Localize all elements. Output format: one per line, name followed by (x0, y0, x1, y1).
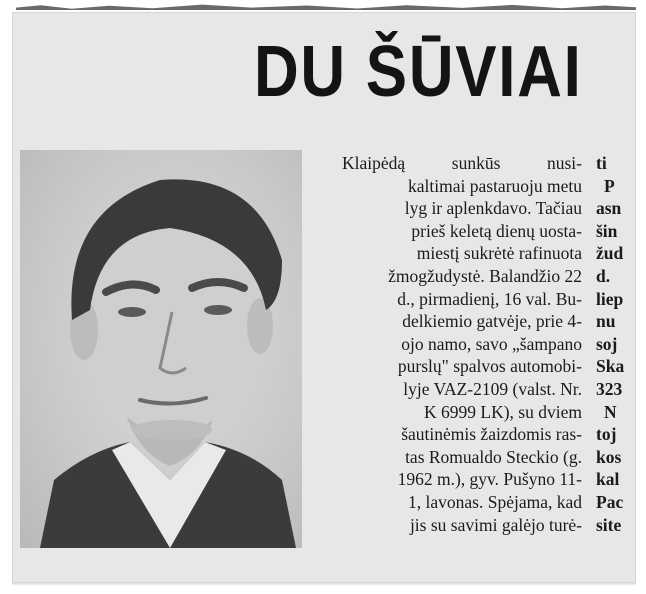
headline-word-2: ŠŪVIAI (365, 32, 583, 112)
article-line: kos (596, 446, 622, 467)
article-line: žmogžudystė. Balandžio 22 (388, 265, 582, 286)
headline (254, 32, 583, 112)
article-line: site (596, 514, 622, 535)
article-line: miestį sukrėtė rafinuota (416, 243, 582, 264)
article-line: P (604, 175, 615, 196)
article-line: 1962 m.), gyv. Pušyno 11- (397, 469, 582, 490)
article-line: 1, lavonas. Spėjama, kad (408, 491, 582, 512)
article-line: žud (596, 243, 624, 264)
article-line: kal (596, 469, 620, 490)
article-line: prieš keletą dienų uosta- (411, 220, 582, 241)
article-line: K 6999 LK), su dviem (424, 401, 582, 422)
article-line: soj (596, 333, 618, 354)
article-column-2 (596, 152, 646, 536)
clipping-shadow (12, 582, 636, 586)
article-line: asn (596, 198, 622, 219)
article-line: liep (596, 288, 624, 309)
article-line: 323 (596, 378, 623, 399)
article-column-1 (312, 152, 582, 536)
article-line: purslų" spalvos automobi- (397, 356, 582, 377)
article-line: ojo namo, savo „šampano (401, 333, 582, 354)
article-line: toj (596, 424, 617, 445)
article-line: delkiemio gatvėje, prie 4- (402, 311, 582, 332)
portrait-image (20, 150, 302, 548)
article-line: šin (596, 220, 618, 241)
article-line: Klaipėdą sunkūs nusi- (342, 153, 582, 173)
article-line: šautinėmis žaizdomis ras- (401, 424, 582, 445)
article-line: d. (596, 265, 611, 286)
article-line: jis su savimi galėjo turė- (409, 514, 582, 535)
article-line: Ska (596, 356, 625, 377)
article-line: nu (596, 311, 616, 332)
headline-word-1: DU (254, 32, 347, 112)
article-line: d., pirmadienį, 16 val. Bu- (397, 288, 582, 309)
article-line: lyje VAZ-2109 (valst. Nr. (403, 378, 582, 399)
article-line: Pac (596, 491, 624, 512)
portrait-photo (20, 150, 302, 548)
article-line: ti (596, 153, 607, 173)
article-line: tas Romualdo Steckio (g. (405, 446, 582, 467)
article-line: kaltimai pastaruoju metu (408, 175, 582, 196)
article-line: N (604, 401, 617, 422)
torn-edge (16, 4, 636, 10)
article-line: lyg ir aplenkdavo. Tačiau (404, 198, 582, 219)
